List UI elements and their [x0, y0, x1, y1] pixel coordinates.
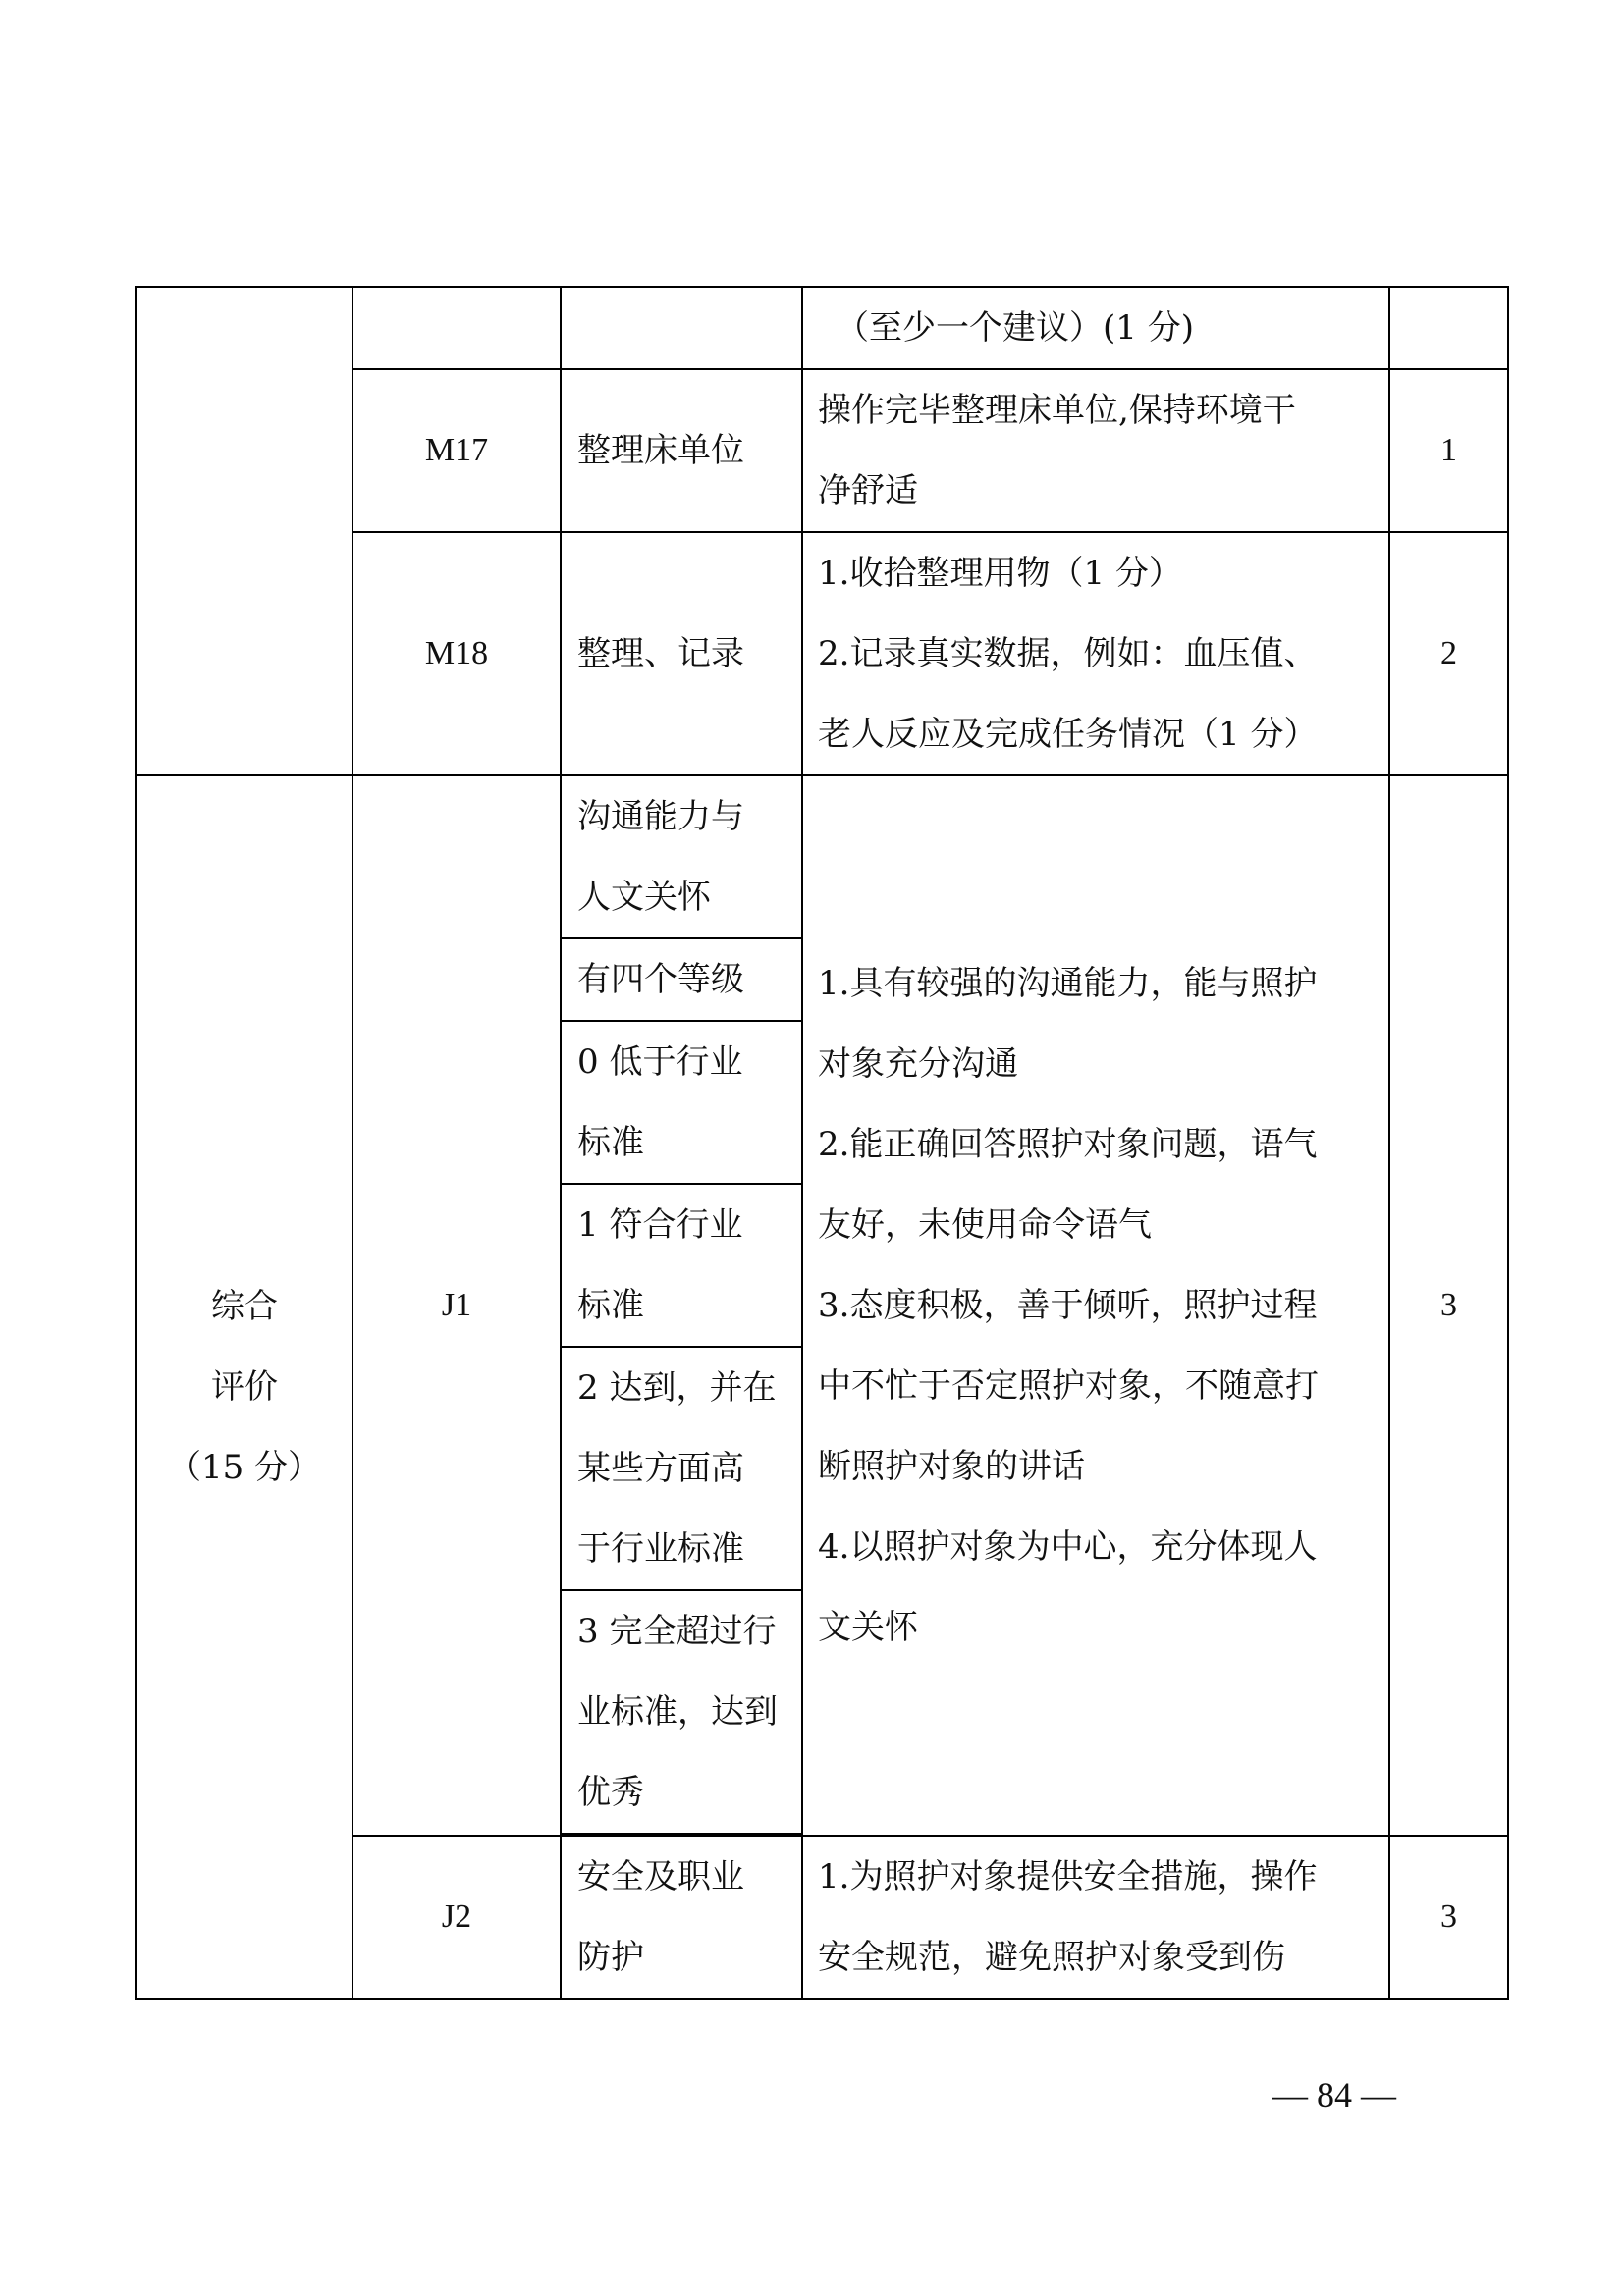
description-line: 1.具有较强的沟通能力，能与照护: [818, 964, 1318, 1003]
description-line: （至少一个建议）(1 分): [836, 308, 1194, 347]
grade-line: 标准: [577, 1286, 644, 1325]
item-line: 人文关怀: [577, 878, 711, 917]
grade-intro-cell: 有四个等级: [561, 938, 802, 1021]
item-line: 沟通能力与: [577, 797, 744, 836]
description-cell: [802, 287, 1389, 369]
grade-cell: [561, 1021, 802, 1184]
grade-line: 业标准，达到: [577, 1692, 778, 1732]
description-line: 3.态度积极，善于倾听，照护过程: [818, 1286, 1318, 1325]
score-cell: 3: [1389, 775, 1508, 1836]
category-cell: [136, 775, 352, 1999]
description-line: 2.记录真实数据，例如：血压值、: [818, 634, 1318, 673]
description-cell: [802, 369, 1389, 532]
grade-cell: [561, 1347, 802, 1590]
item-line: 安全及职业: [577, 1857, 744, 1896]
grade-line: 某些方面高: [577, 1449, 744, 1488]
grade-line: 1 符合行业: [577, 1205, 743, 1245]
grade-cell: [561, 1184, 802, 1347]
grade-line: 标准: [577, 1123, 644, 1162]
description-line: 2.能正确回答照护对象问题，语气: [818, 1125, 1318, 1164]
grade-line: 3 完全超过行: [577, 1612, 777, 1651]
description-cell: [802, 775, 1389, 1836]
code-cell: J1: [352, 775, 561, 1836]
category-line: 综合: [211, 1287, 278, 1326]
scoring-table: [135, 286, 1509, 2000]
item-line: 防护: [577, 1938, 644, 1977]
category-line: 评价: [211, 1367, 278, 1407]
page-number: — 84 —: [1272, 2075, 1396, 2114]
description-line: 1.为照护对象提供安全措施，操作: [818, 1857, 1318, 1896]
description-line: 操作完毕整理床单位,保持环境干: [818, 391, 1296, 430]
table-row-continuation: [136, 287, 1508, 369]
item-cell: 整理、记录: [561, 532, 802, 775]
item-cell: [561, 1836, 802, 1999]
description-line: 中不忙于否定照护对象，不随意打: [818, 1366, 1319, 1406]
code-cell: M17: [352, 369, 561, 532]
category-line: （15 分）: [167, 1448, 322, 1487]
table-row-j1: [136, 775, 1508, 938]
category-cell-empty: [136, 287, 352, 775]
description-cell: [802, 532, 1389, 775]
grade-line: 0 低于行业: [577, 1042, 743, 1082]
description-cell: [802, 1836, 1389, 1999]
description-line: 友好，未使用命令语气: [818, 1205, 1152, 1245]
grade-line: 于行业标准: [577, 1529, 744, 1569]
code-cell: M18: [352, 532, 561, 775]
description-line: 断照护对象的讲话: [818, 1447, 1085, 1486]
item-cell: [561, 775, 802, 938]
grade-line: 优秀: [577, 1773, 644, 1812]
score-cell: 3: [1389, 1836, 1508, 1999]
description-line: 文关怀: [818, 1608, 918, 1647]
grade-cell: [561, 1590, 802, 1834]
code-cell-empty: [352, 287, 561, 369]
description-line: 4.以照护对象为中心，充分体现人: [818, 1527, 1318, 1567]
score-cell: 1: [1389, 369, 1508, 532]
score-cell: 2: [1389, 532, 1508, 775]
item-cell-empty: [561, 287, 802, 369]
score-cell-empty: [1389, 287, 1508, 369]
description-line: 老人反应及完成任务情况（1 分）: [818, 715, 1318, 754]
description-line: 1.收拾整理用物（1 分）: [818, 554, 1182, 593]
description-line: 安全规范，避免照护对象受到伤: [818, 1938, 1285, 1977]
grade-line: 2 达到，并在: [577, 1368, 777, 1408]
description-line: 对象充分沟通: [818, 1044, 1018, 1084]
description-line: 净舒适: [818, 471, 918, 510]
code-cell: J2: [352, 1836, 561, 1999]
item-cell: 整理床单位: [561, 369, 802, 532]
